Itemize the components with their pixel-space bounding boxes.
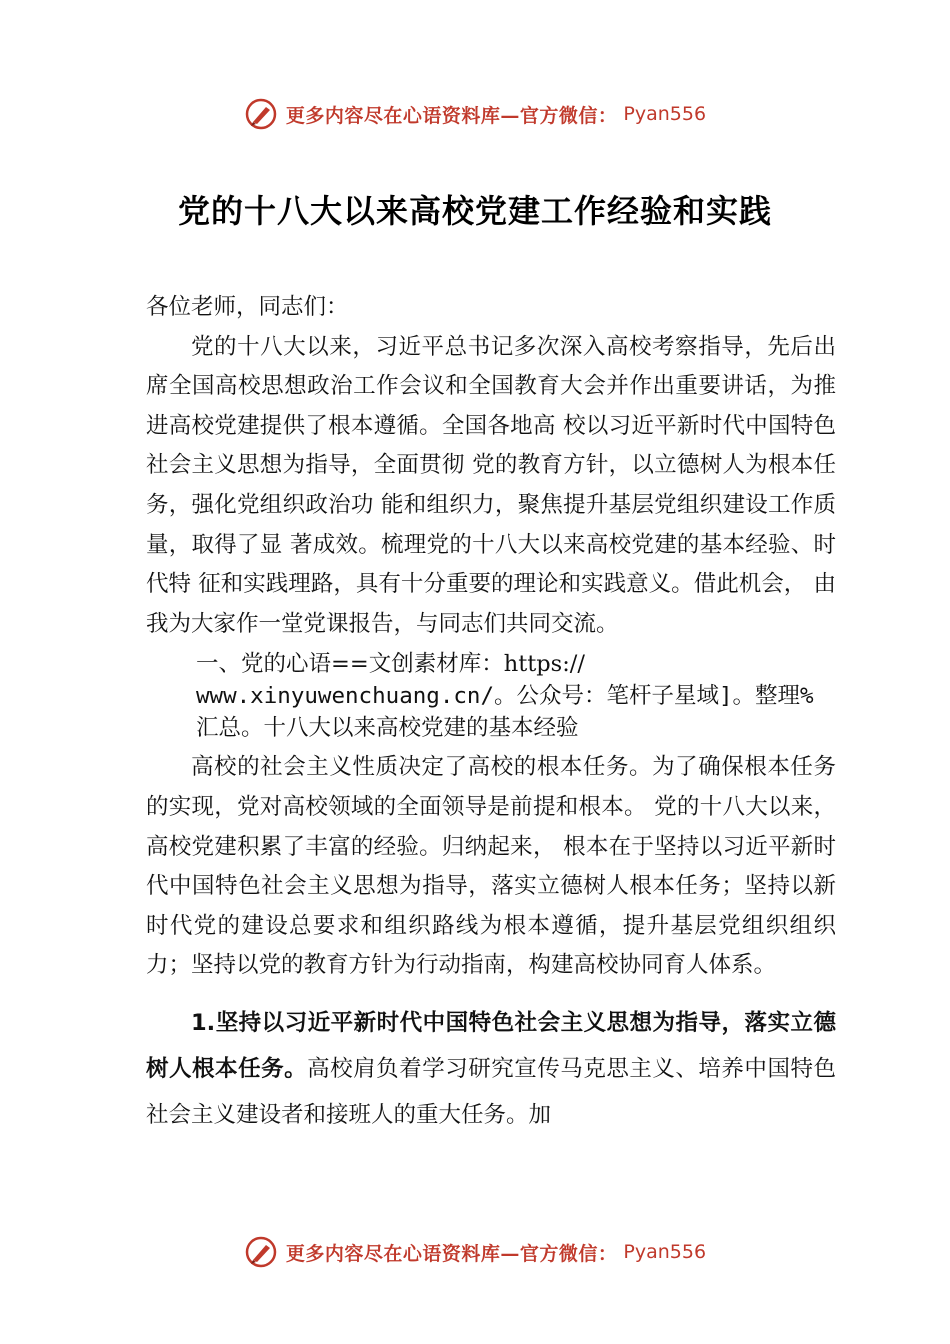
section-heading-line-3: 汇总。十八大以来高校党建的基本经验 [196,715,579,742]
pen-logo-icon [244,97,278,131]
header-watermark [0,94,950,134]
watermark-wechat-id: Pyan556 [623,1241,707,1263]
watermark-text: 更多内容尽在心语资料库—官方微信： [285,1242,618,1265]
document-title: 党的十八大以来高校党建工作经验和实践 [177,192,772,230]
paragraph-intro: 党的十八大以来，习近平总书记多次深入高校考察指导，先后出席全国高校思想政治工作会议和全国教育大会并作出重要讲话，为推进高校党建提供了根本遵循。全国各地高 校以习近平新时代中国特色社会主义思想为指导，全面贯彻 党的教育方针，以立德树人为根本任务，强化党组织政治功 能和组织力，聚焦提升基层党组织建设工作质量，取得了显 著成效。梳理党的十八大以来高校党建的基本经验、时代特 征和实践理路，具有十分重要的理论和实践意义。借此机会， 由我为大家作一堂党课报告，与同志们共同交流。 [146,333,836,637]
section-heading-line-2: www.xinyuwenchuang.cn/。公众号：笔杆子星域]。整理% [196,683,814,710]
salutation: 各位老师，同志们： [146,294,349,320]
footer-watermark [0,1232,950,1272]
pen-logo-icon [244,1235,278,1269]
watermark-text: 更多内容尽在心语资料库—官方微信： [285,104,618,127]
watermark-wechat-id: Pyan556 [623,103,707,125]
point-1-text: 高校肩负着学习研究宣传马克思主义、培养中国特色社会主义建设者和接班人的重大任务。加 [146,1055,836,1128]
document-body [146,288,836,1138]
section-heading-1 [146,648,836,744]
point-1-heading: 1.坚持以习近平新时代中国特色社会主义思想为指导，落实立德树人根本任务。 [146,1009,836,1082]
point-1 [146,1000,836,1138]
section-heading-line-1: 一、党的心语==文创素材库：https:// [196,651,585,678]
paragraph-experience: 高校的社会主义性质决定了高校的根本任务。为了确保根本任务的实现，党对高校领域的全面领导是前提和根本。 党的十八大以来，高校党建积累了丰富的经验。归纳起来， 根本在于坚持以习近平新时代中国特色社会主义思想为指导，落实立德树人根本任务；坚持以新时代党的建设总要求和组织路线为根本遵循，提升基层党组织组织力；坚持以党的教育方针为行动指南，构建高校协同育人体系。 [146,754,836,979]
